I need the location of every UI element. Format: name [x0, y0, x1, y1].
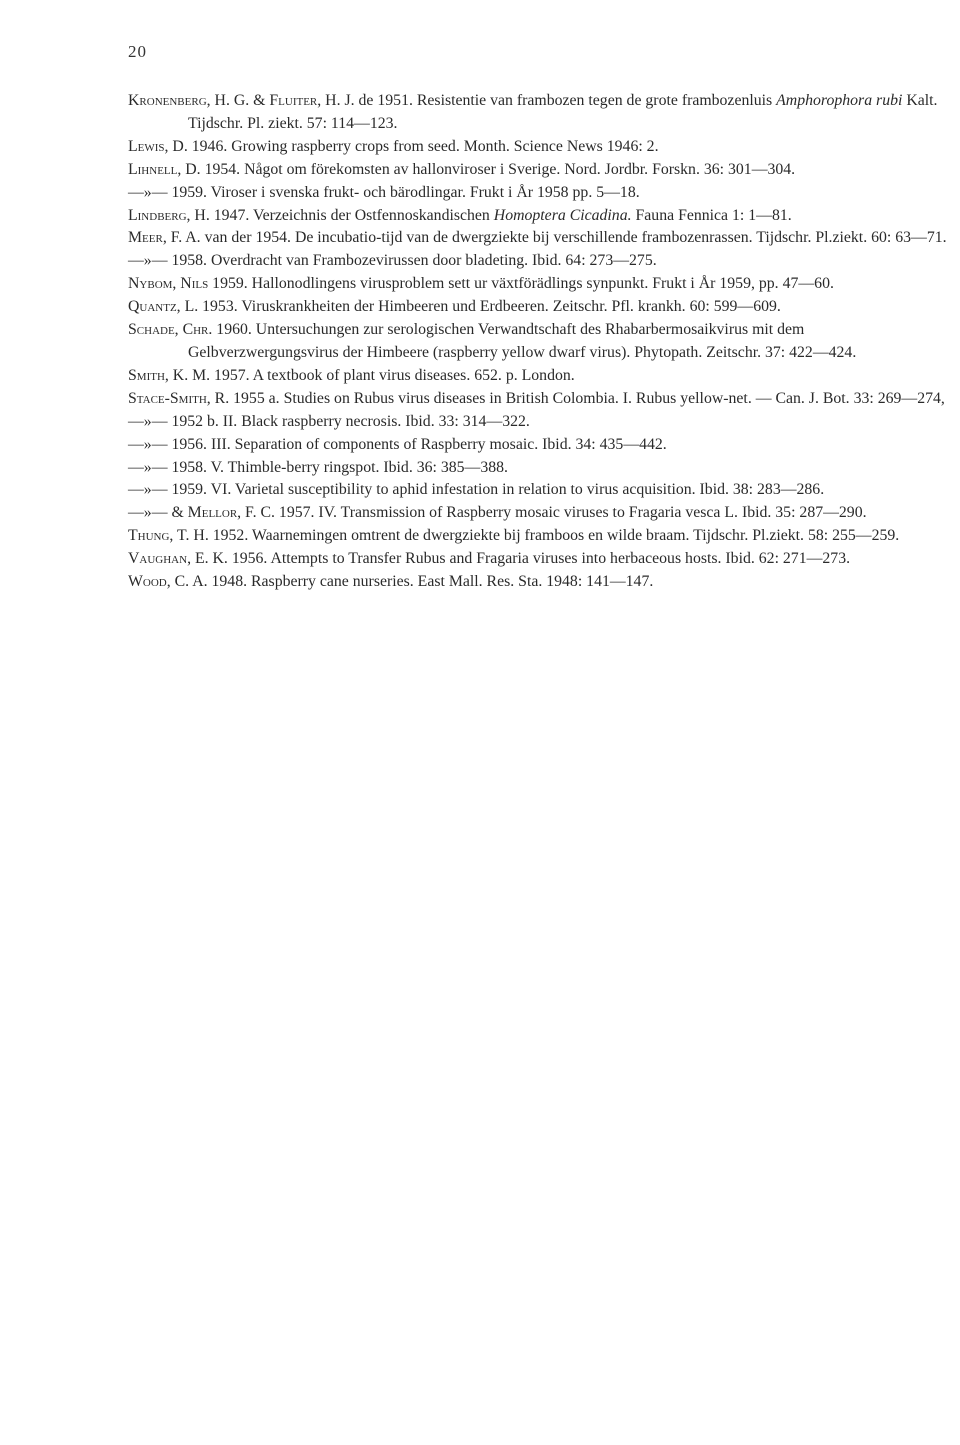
reference-text: 1958. Overdracht van Frambozevirussen door bladeting. Ibid. 64: 273—275. [167, 252, 657, 270]
reference-author: Lewis, D. [128, 137, 188, 155]
reference-author: Kronenberg, H. G. & Fluiter, H. J. [128, 92, 355, 109]
reference-entry [128, 457, 950, 480]
reference-author: —»— & Mellor, F. C. [128, 504, 275, 522]
reference-author: Nybom, Nils [128, 275, 209, 293]
reference-text: 1957. IV. Transmission of Raspberry mosaic viruses to Fragaria vesca L. Ibid. 35: 287—290. [274, 504, 867, 522]
reference-text: 1953. Viruskrankheiten der Himbeeren und Erdbeeren. Zeitschr. Pfl. krankh. 60: 599—609. [198, 298, 781, 316]
reference-text: 1959. Viroser i svenska frukt- och bärodlingar. Frukt i År 1958 pp. 5—18. [167, 183, 640, 201]
reference-entry [128, 434, 950, 457]
reference-list [128, 90, 950, 594]
reference-author: Smith, K. M. [128, 366, 211, 384]
reference-author: Schade, Chr. [128, 321, 213, 339]
reference-text: 1955 a. Studies on Rubus virus diseases in British Colombia. I. Rubus yellow-net. — Can. J. Bot. 33: 269—274, [229, 389, 945, 407]
reference-text: 1956. Attempts to Transfer Rubus and Fragaria viruses into herbaceous hosts. Ibid. 62: 271—273. [227, 550, 851, 568]
reference-text: 1958. V. Thimble-berry ringspot. Ibid. 36: 385—388. [167, 458, 508, 476]
reference-text: 1959. VI. Varietal susceptibility to aphid infestation in relation to virus acquisition. Ibid. 38: 283—286. [167, 481, 825, 499]
reference-text: 1956. III. Separation of components of Raspberry mosaic. Ibid. 34: 435—442. [167, 435, 667, 453]
reference-text: 1957. A textbook of plant virus diseases. 652. p. London. [210, 366, 575, 384]
reference-entry [128, 136, 950, 159]
reference-author: Stace-Smith, R. [128, 389, 230, 407]
reference-author: —»— [128, 435, 168, 453]
reference-text-tail: Fauna Fennica 1: 1—81. [631, 206, 792, 224]
reference-text: 1947. Verzeichnis der Ostfennoskandischen [209, 206, 494, 224]
reference-author: —»— [128, 481, 168, 499]
reference-text: 1952 b. II. Black raspberry necrosis. Ibid. 33: 314—322. [167, 412, 530, 430]
reference-entry [128, 479, 950, 502]
reference-entry [128, 502, 950, 525]
reference-author: Wood, C. A. [128, 573, 208, 591]
reference-text: 1946. Growing raspberry crops from seed. Month. Science News 1946: 2. [187, 137, 659, 155]
reference-entry [128, 411, 950, 434]
reference-entry [128, 250, 950, 273]
reference-entry [128, 90, 950, 136]
reference-entry [128, 571, 950, 594]
reference-author: Lihnell, D. [128, 160, 201, 178]
reference-text: 1954. Något om förekomsten av hallonviroser i Sverige. Nord. Jordbr. Forskn. 36: 301—304. [200, 160, 796, 178]
reference-text: de 1951. Resistentie van frambozen tegen de grote frambozenluis [354, 92, 777, 109]
reference-entry [128, 159, 950, 182]
reference-entry [128, 319, 950, 365]
reference-italic: Amphorophora rubi [776, 92, 903, 109]
reference-author: —»— [128, 412, 168, 430]
reference-author: —»— [128, 252, 168, 270]
reference-author: —»— [128, 183, 168, 201]
reference-entry [128, 388, 950, 411]
reference-author: Meer, F. A. [128, 229, 201, 247]
reference-entry [128, 548, 950, 571]
reference-entry [128, 182, 950, 205]
reference-text: 1959. Hallonodlingens virusproblem sett ur växtförädlings synpunkt. Frukt i År 1959, pp. 47—60. [208, 275, 834, 293]
reference-text-tail: Kalt. Tijdschr. Pl. ziekt. 57: 114—123. [188, 92, 938, 132]
reference-entry [128, 273, 950, 296]
reference-author: Vaughan, E. K. [128, 550, 228, 568]
reference-entry [128, 205, 950, 228]
reference-author: Lindberg, H. [128, 206, 210, 224]
reference-author: Thung, T. H. [128, 527, 209, 545]
reference-entry [128, 296, 950, 319]
reference-entry [128, 227, 950, 250]
reference-text: van der 1954. De incubatio-tijd van de dwergziekte bij verschillende frambozenrassen. Tijdschr. Pl.ziekt. 60: 63—71. [200, 229, 947, 247]
reference-italic: Homoptera Cicadina. [493, 206, 632, 224]
reference-text: 1948. Raspberry cane nurseries. East Mall. Res. Sta. 1948: 141—147. [207, 573, 654, 591]
reference-author: Quantz, L. [128, 298, 199, 316]
reference-entry [128, 365, 950, 388]
page-number: 20 [128, 42, 147, 61]
reference-author: —»— [128, 458, 168, 476]
reference-entry [128, 525, 950, 548]
reference-text: 1960. Untersuchungen zur serologischen Verwandtschaft des Rhabarbermosaikvirus mit dem Gelbverzwergungsvirus der Himbeere (raspberry yellow dwarf virus). Phytopath. Zeitschr. 37: 422—424. [188, 321, 857, 361]
reference-text: 1952. Waarnemingen omtrent de dwergziekte bij framboos en wilde braam. Tijdschr. Pl.ziekt. 58: 255—259. [208, 527, 900, 545]
